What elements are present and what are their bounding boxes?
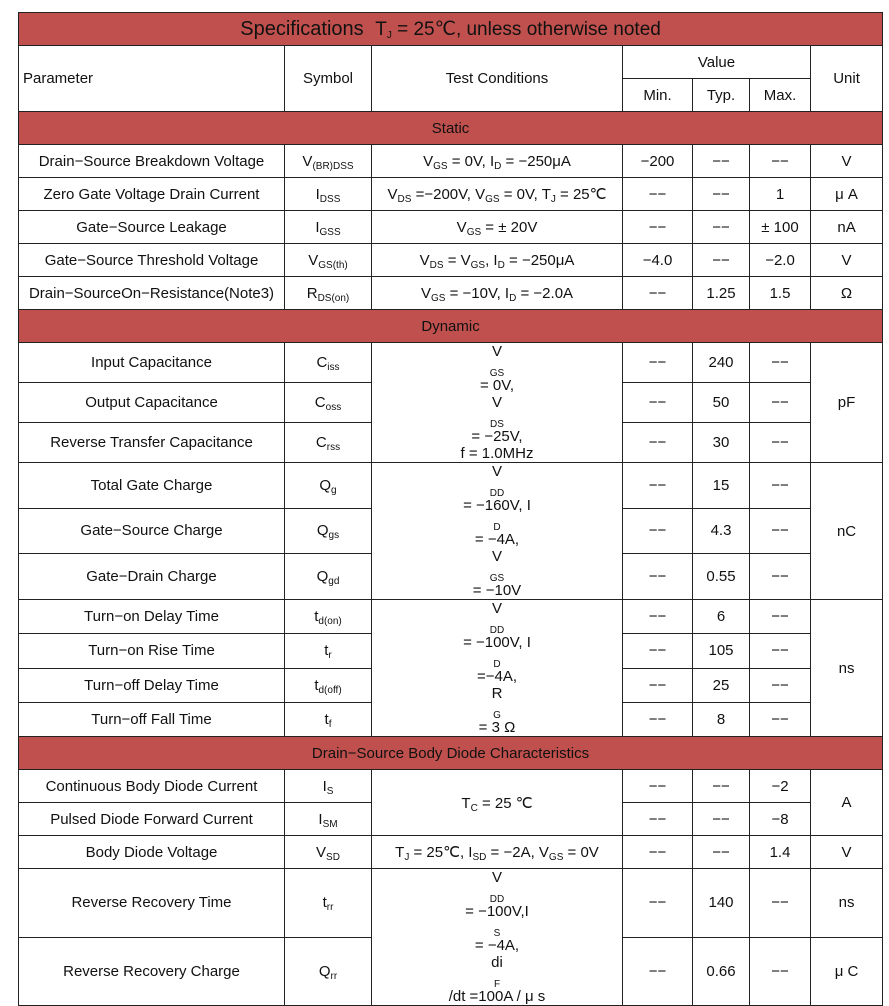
title-main: Specifications <box>240 17 364 40</box>
param-name: Turn−on Delay Time <box>19 600 285 634</box>
unit: nC <box>811 463 883 600</box>
typ-value: 50 <box>693 383 750 423</box>
section-diode-label: Drain−Source Body Diode Characteristics <box>19 737 883 770</box>
min-value: −4.0 <box>623 244 693 277</box>
param-name: Drain−SourceOn−Resistance(Note3) <box>19 277 285 310</box>
max-value: −− <box>750 383 811 423</box>
min-value: −− <box>623 211 693 244</box>
header-max: Max. <box>750 79 811 112</box>
unit: ns <box>811 600 883 737</box>
cond-line: V $_{DD}$ = −100V,I $_S$ = −4A, <box>465 869 529 954</box>
max-value: ± 100 <box>750 211 811 244</box>
symbol: $t_{d(on)}$ <box>285 600 372 634</box>
typ-value: −− <box>693 244 750 277</box>
test-condition: $T_J$ = 25℃, $I_{SD} = -2A$, $V_{GS} = 0V$ <box>372 836 623 869</box>
max-value: −− <box>750 554 811 600</box>
symbol: $V_{GS(th)}$ <box>285 244 372 277</box>
typ-value: −− <box>693 145 750 178</box>
param-name: Input Capacitance <box>19 343 285 383</box>
table-row <box>19 211 883 244</box>
param-name: Drain−Source Breakdown Voltage <box>19 145 285 178</box>
min-value: −− <box>623 937 693 1006</box>
header-unit: Unit <box>811 46 883 112</box>
test-condition: $V_{DS} =-200V$, $V_{GS} = 0V$, $T_J$ = 25℃ <box>372 178 623 211</box>
param-name: Gate−Drain Charge <box>19 554 285 600</box>
typ-value: −− <box>693 803 750 836</box>
header-symbol: Symbol <box>285 46 372 112</box>
title-cond-sub: J <box>386 29 392 41</box>
param-name: Gate−Source Leakage <box>19 211 285 244</box>
symbol: $R_{DS(on)}$ <box>285 277 372 310</box>
typ-value: −− <box>693 770 750 803</box>
max-value: −2 <box>750 770 811 803</box>
test-condition: $V_{DS} = V_{GS}$, $I_D = -250\mu A$ <box>372 244 623 277</box>
unit: μ C <box>811 937 883 1006</box>
table-row <box>19 600 883 634</box>
max-value: −− <box>750 634 811 668</box>
table-row <box>19 869 883 938</box>
min-value: −− <box>623 423 693 463</box>
test-condition-diode-current: $T_C = 25$ ℃ <box>372 770 623 836</box>
cond-line: V $_{DS}$ = −25V, <box>471 394 523 445</box>
max-value: −− <box>750 937 811 1006</box>
symbol: $Q_{rr}$ <box>285 937 372 1006</box>
symbol: $Q_g$ <box>285 463 372 509</box>
max-value: −− <box>750 668 811 702</box>
symbol: $I_{GSS}$ <box>285 211 372 244</box>
typ-value: 30 <box>693 423 750 463</box>
title-condition <box>375 19 661 40</box>
param-name: Continuous Body Diode Current <box>19 770 285 803</box>
param-name: Turn−off Delay Time <box>19 668 285 702</box>
header-row-1 <box>19 46 883 79</box>
symbol: $Q_{gd}$ <box>285 554 372 600</box>
min-value: −− <box>623 869 693 938</box>
max-value: −− <box>750 423 811 463</box>
symbol: $C_{rss}$ <box>285 423 372 463</box>
table-row <box>19 277 883 310</box>
param-name: Reverse Recovery Charge <box>19 937 285 1006</box>
min-value: −− <box>623 554 693 600</box>
section-dynamic-label: Dynamic <box>19 310 883 343</box>
param-name: Pulsed Diode Forward Current <box>19 803 285 836</box>
max-value: −− <box>750 463 811 509</box>
param-name: Reverse Recovery Time <box>19 869 285 938</box>
param-name: Reverse Transfer Capacitance <box>19 423 285 463</box>
min-value: −− <box>623 178 693 211</box>
param-name: Body Diode Voltage <box>19 836 285 869</box>
typ-value: 105 <box>693 634 750 668</box>
header-test-conditions: Test Conditions <box>372 46 623 112</box>
table-row <box>19 145 883 178</box>
min-value: −− <box>623 463 693 509</box>
table-row <box>19 836 883 869</box>
typ-value: −− <box>693 178 750 211</box>
test-condition-switching <box>372 600 623 737</box>
typ-value: 15 <box>693 463 750 509</box>
param-name: Output Capacitance <box>19 383 285 423</box>
max-value: 1 <box>750 178 811 211</box>
symbol: $t_r$ <box>285 634 372 668</box>
param-name: Gate−Source Threshold Voltage <box>19 244 285 277</box>
table-row <box>19 343 883 383</box>
symbol: $I_S$ <box>285 770 372 803</box>
min-value: −− <box>623 383 693 423</box>
cond-line: V $_{DD}$ = −100V, I $_D$ =−4A, <box>463 600 531 685</box>
cond-line: R $_G$ = 3 Ω <box>478 685 516 736</box>
header-typ: Typ. <box>693 79 750 112</box>
unit: V <box>811 244 883 277</box>
min-value: −− <box>623 508 693 554</box>
unit: A <box>811 770 883 836</box>
cond-line: V $_{GS}$ = 0V, <box>479 343 515 394</box>
typ-value: −− <box>693 836 750 869</box>
max-value: −− <box>750 869 811 938</box>
test-condition: $V_{GS} = 0V$, $I_D = -250\mu A$ <box>372 145 623 178</box>
max-value: −− <box>750 343 811 383</box>
title-cond-prefix: T <box>375 18 387 40</box>
table-row <box>19 178 883 211</box>
symbol: $V_{(BR)DSS}$ <box>285 145 372 178</box>
min-value: −− <box>623 702 693 736</box>
typ-value: 0.55 <box>693 554 750 600</box>
typ-value: 140 <box>693 869 750 938</box>
table-row <box>19 244 883 277</box>
max-value: −8 <box>750 803 811 836</box>
min-value: −− <box>623 770 693 803</box>
unit: V <box>811 836 883 869</box>
unit: ns <box>811 869 883 938</box>
max-value: 1.4 <box>750 836 811 869</box>
min-value: −− <box>623 634 693 668</box>
title-cond-suffix: = 25℃, unless otherwise noted <box>391 18 661 40</box>
max-value: 1.5 <box>750 277 811 310</box>
symbol: $I_{DSS}$ <box>285 178 372 211</box>
title-cell <box>19 13 883 46</box>
section-static <box>19 112 883 145</box>
section-static-label: Static <box>19 112 883 145</box>
max-value: −− <box>750 702 811 736</box>
max-value: −− <box>750 145 811 178</box>
min-value: −− <box>623 803 693 836</box>
header-min: Min. <box>623 79 693 112</box>
section-dynamic <box>19 310 883 343</box>
min-value: −− <box>623 668 693 702</box>
test-condition-capacitance <box>372 343 623 463</box>
symbol: $I_{SM}$ <box>285 803 372 836</box>
table-row <box>19 463 883 509</box>
max-value: −− <box>750 508 811 554</box>
title-row <box>19 13 883 46</box>
param-name: Gate−Source Charge <box>19 508 285 554</box>
typ-value: 240 <box>693 343 750 383</box>
symbol: $t_f$ <box>285 702 372 736</box>
typ-value: 25 <box>693 668 750 702</box>
min-value: −− <box>623 343 693 383</box>
cond-line: di $_F$ /dt =100A / μ s <box>448 954 546 1005</box>
typ-value: 8 <box>693 702 750 736</box>
min-value: −− <box>623 277 693 310</box>
typ-value: −− <box>693 211 750 244</box>
test-condition-reverse-recovery <box>372 869 623 1006</box>
header-parameter: Parameter <box>19 46 285 112</box>
min-value: −− <box>623 600 693 634</box>
typ-value: 6 <box>693 600 750 634</box>
param-name: Zero Gate Voltage Drain Current <box>19 178 285 211</box>
table-row <box>19 770 883 803</box>
typ-value: 0.66 <box>693 937 750 1006</box>
test-condition: $V_{GS}$ = ± 20V <box>372 211 623 244</box>
unit: pF <box>811 343 883 463</box>
max-value: −− <box>750 600 811 634</box>
section-diode <box>19 737 883 770</box>
cond-line: V $_{GS}$ = −10V <box>472 548 522 599</box>
symbol: $Q_{gs}$ <box>285 508 372 554</box>
typ-value: 4.3 <box>693 508 750 554</box>
param-name: Total Gate Charge <box>19 463 285 509</box>
unit: μ A <box>811 178 883 211</box>
typ-value: 1.25 <box>693 277 750 310</box>
unit: nA <box>811 211 883 244</box>
header-value: Value <box>623 46 811 79</box>
param-name: Turn−on Rise Time <box>19 634 285 668</box>
symbol: $C_{iss}$ <box>285 343 372 383</box>
symbol: $C_{oss}$ <box>285 383 372 423</box>
param-name: Turn−off Fall Time <box>19 702 285 736</box>
symbol: $t_{d(off)}$ <box>285 668 372 702</box>
symbol: $t_{rr}$ <box>285 869 372 938</box>
test-condition-gate-charge <box>372 463 623 600</box>
min-value: −200 <box>623 145 693 178</box>
cond-line: V $_{DD}$ = −160V, I $_D$ = −4A, <box>463 463 531 548</box>
unit: V <box>811 145 883 178</box>
cond-line: f = 1.0MHz <box>460 445 534 462</box>
specifications-table <box>18 12 883 1006</box>
symbol: $V_{SD}$ <box>285 836 372 869</box>
unit: Ω <box>811 277 883 310</box>
test-condition: $V_{GS} = -10V$, $I_D = -2.0A$ <box>372 277 623 310</box>
min-value: −− <box>623 836 693 869</box>
max-value: −2.0 <box>750 244 811 277</box>
